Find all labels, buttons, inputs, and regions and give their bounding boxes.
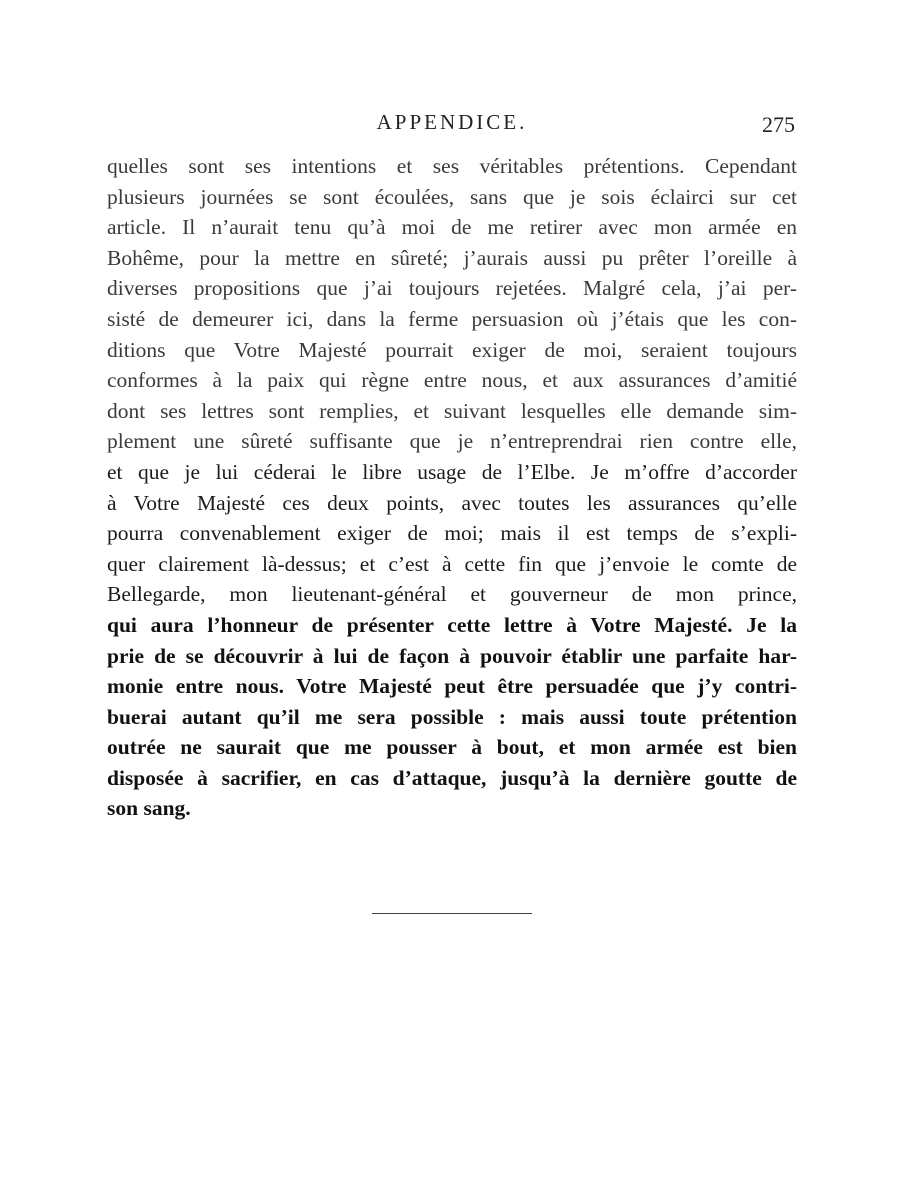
body-text (107, 151, 797, 824)
text-line: buerai autant qu’il me sera possible : mais aussi toute prétention (107, 704, 797, 729)
text-line: conformes à la paix qui règne entre nous, et aux assurances d’amitié (107, 368, 797, 393)
text-line: dont ses lettres sont remplies, et suivant lesquelles elle demande sim- (107, 398, 797, 423)
text-line: qui aura l’honneur de présenter cette lettre à Votre Majesté. Je la (107, 612, 797, 637)
text-line: prie de se découvrir à lui de façon à pouvoir établir une parfaite har- (107, 643, 797, 668)
text-line: sisté de demeurer ici, dans la ferme persuasion où j’étais que les con- (107, 306, 797, 331)
text-line: quer clairement là-dessus; et c’est à cette fin que j’envoie le comte de (107, 551, 797, 576)
text-line: monie entre nous. Votre Majesté peut être persuadée que j’y contri- (107, 674, 797, 699)
text-line: ditions que Votre Majesté pourrait exiger de moi, seraient toujours (107, 337, 797, 362)
text-line: article. Il n’aurait tenu qu’à moi de me retirer avec mon armée en (107, 215, 797, 240)
text-line: disposée à sacrifier, en cas d’attaque, jusqu’à la dernière goutte de (107, 765, 797, 790)
page-number: 275 (762, 112, 795, 137)
text-line: outrée ne saurait que me pousser à bout, et mon armée est bien (107, 735, 797, 760)
text-line: Bohême, pour la mettre en sûreté; j’aurais aussi pu prêter l’oreille à (107, 245, 797, 270)
text-line: à Votre Majesté ces deux points, avec toutes les assurances qu’elle (107, 490, 797, 515)
section-divider-rule (372, 913, 532, 914)
text-line: son sang. (107, 796, 191, 821)
running-head (107, 110, 797, 140)
text-line: plusieurs journées se sont écoulées, sans que je sois éclairci sur cet (107, 184, 797, 209)
text-line: pourra convenablement exiger de moi; mais il est temps de s’expli- (107, 521, 797, 546)
text-line: et que je lui céderai le libre usage de l’Elbe. Je m’offre d’accorder (107, 459, 797, 484)
running-title: APPENDICE. (376, 110, 528, 134)
text-line: Bellegarde, mon lieutenant-général et gouverneur de mon prince, (107, 582, 797, 607)
text-line: plement une sûreté suffisante que je n’entreprendrai rien contre elle, (107, 429, 797, 454)
text-line: diverses propositions que j’ai toujours rejetées. Malgré cela, j’ai per- (107, 276, 797, 301)
text-line: quelles sont ses intentions et ses véritables prétentions. Cependant (107, 154, 797, 178)
